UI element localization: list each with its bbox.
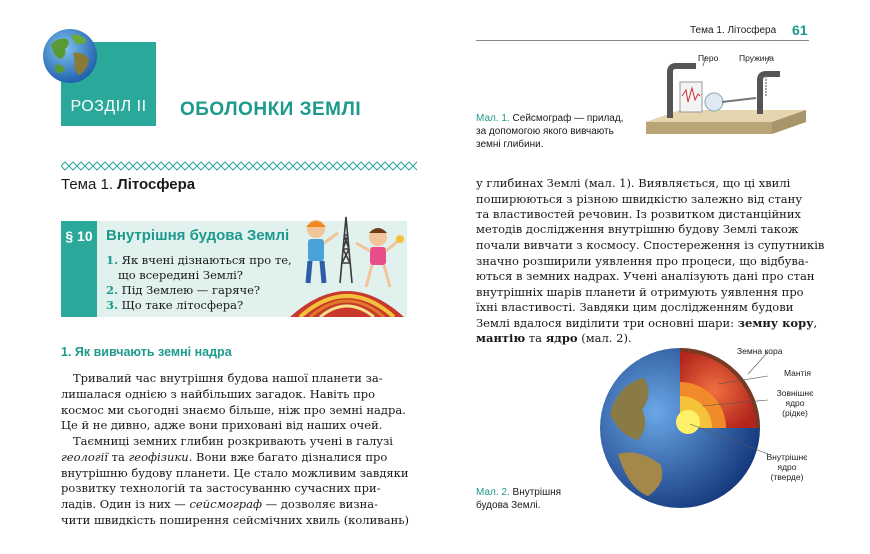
text-fragment: та: [107, 450, 129, 464]
term-crust: земну кору: [737, 316, 814, 330]
body-line: внутрішніх шарів планети й отримують уявлення про: [476, 285, 804, 299]
label-mantle: Мантія: [784, 368, 811, 378]
seismograph-illustration: [640, 52, 810, 146]
term-geophysics: геофізики: [128, 450, 189, 464]
text-fragment: (мал. 2).: [577, 331, 632, 345]
figure-1-caption: [476, 112, 623, 151]
topic-prefix: Тема 1.: [61, 176, 113, 193]
term-geology: геології: [61, 450, 108, 464]
question-1: [106, 253, 292, 268]
label-inner-core: [762, 452, 812, 482]
globe-icon: [41, 27, 99, 85]
caption-line: будова Землі.: [476, 500, 541, 511]
label-line: ядро: [777, 462, 797, 472]
body-line: космос ми сьогодні знаємо більше, ніж про земні надра.: [61, 403, 406, 417]
kids-oil-rig-illustration: [286, 213, 408, 317]
body-line: [476, 316, 817, 332]
text-fragment: Землі вдалося виділити три основні шари:: [476, 316, 738, 330]
body-line: методів дослідження внутрішню будову Землі також: [476, 222, 799, 236]
label-pen: Перо: [698, 53, 719, 63]
figure-2-label: Мал. 2.: [476, 487, 510, 498]
paragraph-title: Внутрішня будова Землі: [106, 227, 290, 244]
body-line: почали вивчати з космосу. Спостереження із супутників: [476, 238, 825, 252]
section-title: ОБОЛОНКИ ЗЕМЛІ: [180, 99, 362, 120]
body-line: розвитку технологій та застосуванню сучасних при-: [61, 481, 381, 495]
body-line: значно розширили уявлення про процеси, що відбува-: [476, 254, 809, 268]
body-line: у глибинах Землі (мал. 1). Виявляється, що ці хвилі: [476, 176, 791, 190]
body-line: Таємниці земних глибин розкривають учені в галузі: [73, 434, 393, 448]
question-2: [106, 283, 260, 298]
body-line: Це й не дивно, адже вони приховані від наших очей.: [61, 418, 383, 432]
topic-heading: [61, 176, 195, 193]
subsection-heading: 1. Як вивчають земні надра: [61, 345, 232, 359]
decorative-divider: [61, 160, 417, 172]
body-line: чити швидкість поширення сейсмічних хвиль (коливань): [61, 513, 410, 527]
caption-line: Внутрішня: [512, 487, 562, 498]
figure-2-caption: [476, 486, 561, 512]
paragraph-number-badge: [61, 221, 97, 317]
text-fragment: — дозволяє визна-: [262, 497, 378, 511]
label-line: Зовнішнє: [776, 388, 814, 398]
label-outer-core: [770, 388, 820, 418]
label-crust: Земна кора: [737, 346, 783, 356]
caption-line: земні глибини.: [476, 139, 544, 150]
body-line: ються в земних надрах. Учені аналізують дані про стан: [476, 269, 815, 283]
section-label: РОЗДІЛ II: [70, 98, 147, 115]
question-text: Що таке літосфера?: [121, 298, 244, 312]
running-head: Тема 1. Літосфера: [690, 25, 777, 36]
caption-line: Сейсмограф — прилад,: [512, 113, 624, 124]
topic-name: Літосфера: [117, 176, 196, 193]
question-3: [106, 298, 243, 313]
body-line: [61, 497, 378, 513]
question-number: 3.: [106, 298, 119, 312]
body-line: та властивостей речовин. Із розвитком дистанційних: [476, 207, 801, 221]
page-number: 61: [792, 22, 808, 38]
term-seismograph: сейсмограф: [189, 497, 263, 511]
body-line: внутрішню будову планети. Це стало можливим завдяки: [61, 466, 409, 480]
text-fragment: . Вони вже багато дізналися про: [188, 450, 388, 464]
text-fragment: ,: [813, 316, 818, 330]
body-line: поширюються з різною швидкістю залежно від стану: [476, 192, 803, 206]
label-spring: Пружина: [739, 53, 774, 63]
text-fragment: ладів. Один із них —: [61, 497, 190, 511]
label-line: ядро: [785, 398, 805, 408]
question-text: Як вчені дізнаються про те,: [121, 253, 292, 267]
label-line: (тверде): [770, 472, 804, 482]
question-1-cont: що всередині Землі?: [118, 268, 243, 282]
paragraph-number: § 10: [65, 228, 93, 244]
question-text: Під Землею — гаряче?: [121, 283, 261, 297]
label-line: Внутрішнє: [766, 452, 808, 462]
text-fragment: та: [525, 331, 546, 345]
body-line: їхні властивості. Завдяки цим дослідженням будови: [476, 300, 794, 314]
question-number: 2.: [106, 283, 119, 297]
term-core: ядро: [545, 331, 578, 345]
header-rule: [476, 40, 809, 41]
figure-1-label: Мал. 1.: [476, 113, 510, 124]
earth-cross-section-illustration: [598, 344, 768, 510]
term-mantle: мантію: [476, 331, 526, 345]
question-number: 1.: [106, 253, 119, 267]
body-line: Тривалий час внутрішня будова нашої планети за-: [73, 371, 383, 385]
body-line: [61, 450, 387, 466]
caption-line: за допомогою якого вивчають: [476, 126, 614, 137]
label-line: (рідке): [782, 408, 808, 418]
body-line: лишалася однією з найбільших загадок. Навіть про: [61, 387, 376, 401]
